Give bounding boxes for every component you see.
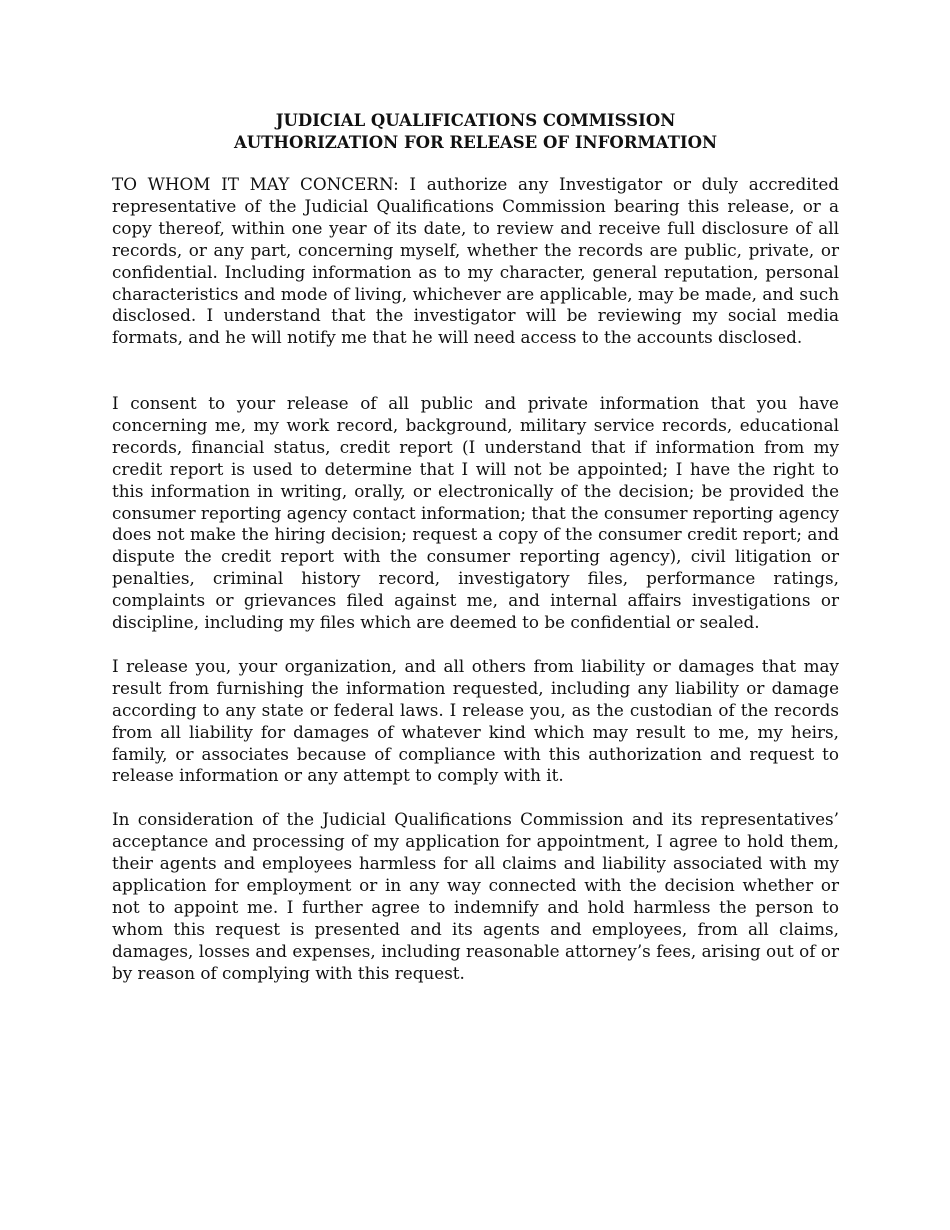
document-title xyxy=(112,110,839,154)
title-line-authorization: AUTHORIZATION FOR RELEASE OF INFORMATION xyxy=(233,133,718,152)
paragraph-consent: I consent to your release of all public and private information that you have concerning me, my work record, background, military service records, educational records, financial status, credit report (I understand that if information from my credit report is used to determine that I will not be appointed; I have the right to this information in writing, orally, or electronically of the decision; be provided the consumer reporting agency contact information; that the consumer reporting agency does not make the hiring decision; request a copy of the consumer credit report; and dispute the credit report with the consumer reporting agency), civil litigation or penalties, criminal history record, investigatory files, performance ratings, complaints or grievances filed against me, and internal affairs investigations or discipline, including my files which are deemed to be confidential or sealed. xyxy=(112,393,839,633)
paragraph-authorization: TO WHOM IT MAY CONCERN: I authorize any Investigator or duly accredited representative of the Judicial Qualifications Commission bearing this release, or a copy thereof, within one year of its date, to review and receive full disclosure of all records, or any part, concerning myself, whether the records are public, private, or confidential. Including information as to my character, general reputation, personal characteristics and mode of living, whichever are applicable, may be made, and such disclosed. I understand that the investigator will be reviewing my social media formats, and he will notify me that he will need access to the accounts disclosed. xyxy=(112,174,839,348)
paragraph-indemnify: In consideration of the Judicial Qualifications Commission and its representatives’ acceptance and processing of my application for appointment, I agree to hold them, their agents and employees harmless for all claims and liability associated with my application for employment or in any way connected with the decision whether or not to appoint me. I further agree to indemnify and hold harmless the person to whom this request is presented and its agents and employees, from all claims, damages, losses and expenses, including reasonable attorney’s fees, arising out of or by reason of complying with this request. xyxy=(112,809,839,983)
title-line-commission: JUDICIAL QUALIFICATIONS COMMISSION xyxy=(275,111,676,130)
document-page xyxy=(112,110,839,1006)
paragraph-release: I release you, your organization, and all others from liability or damages that may result from furnishing the information requested, including any liability or damage according to any state or federal laws. I release you, as the custodian of the records from all liability for damages of whatever kind which may result to me, my heirs, family, or associates because of compliance with this authorization and request to release information or any attempt to comply with it. xyxy=(112,655,839,786)
